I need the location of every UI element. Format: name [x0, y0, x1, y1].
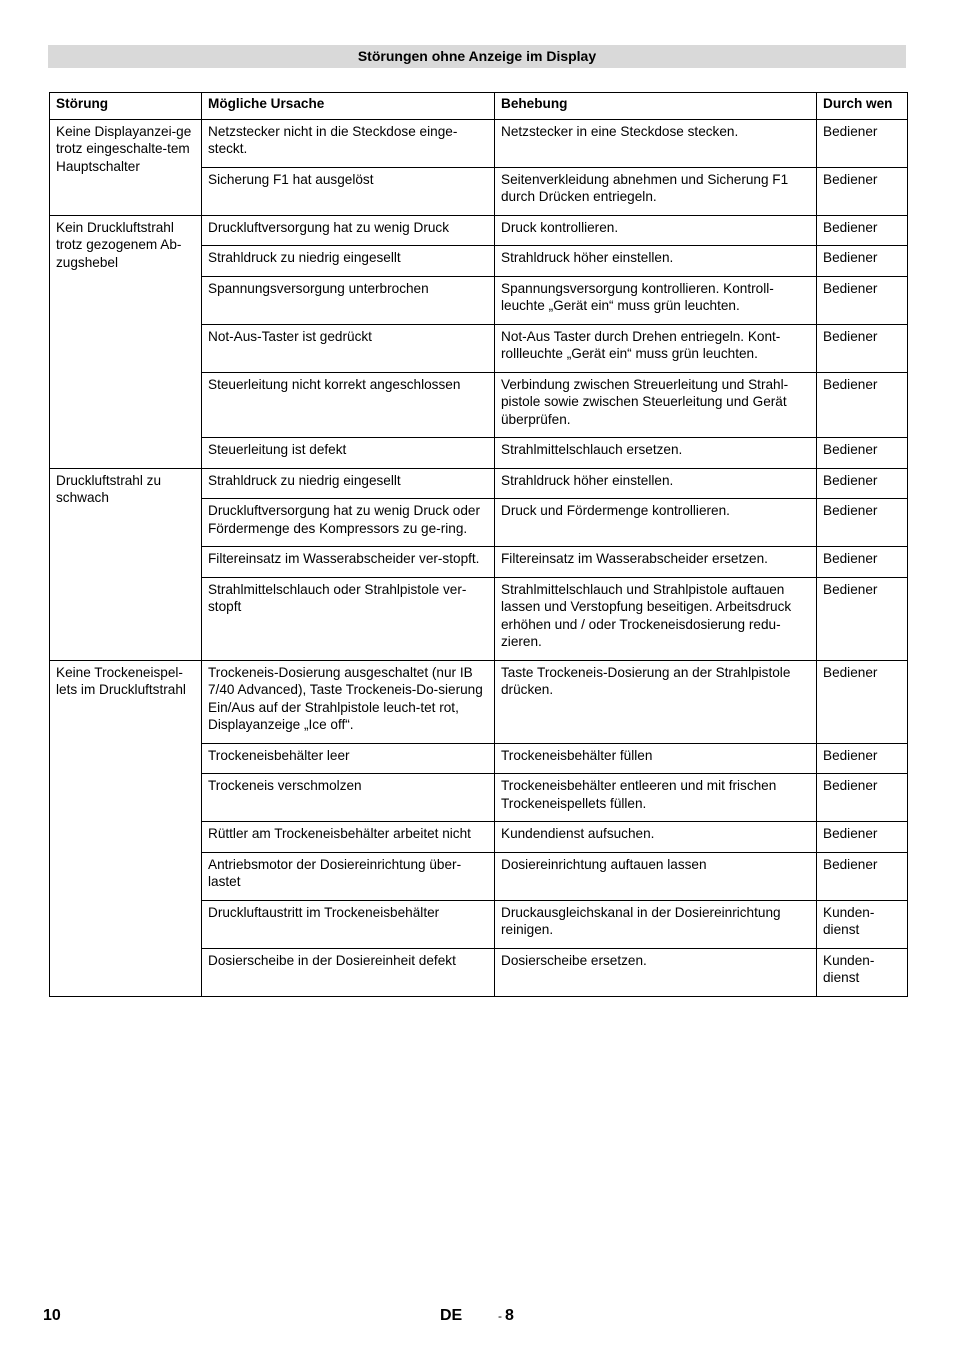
cause-cell: Trockeneisbehälter leer	[202, 743, 495, 774]
responsible-cell: Bediener	[817, 499, 908, 547]
cause-cell: Druckluftaustritt im Trockeneisbehälter	[202, 900, 495, 948]
remedy-cell: Kundendienst aufsuchen.	[495, 822, 817, 853]
responsible-cell: Bediener	[817, 468, 908, 499]
responsible-cell: Kunden-dienst	[817, 948, 908, 996]
cause-cell: Strahlmittelschlauch oder Strahlpistole ver-stopft	[202, 577, 495, 660]
remedy-cell: Druck und Fördermenge kontrollieren.	[495, 499, 817, 547]
responsible-cell: Bediener	[817, 246, 908, 277]
remedy-cell: Netzstecker in eine Steckdose stecken.	[495, 119, 817, 167]
cause-cell: Trockeneis-Dosierung ausgeschaltet (nur IB 7/40 Advanced), Taste Trockeneis-Do-sierung Ein/Aus auf der Strahlpistole leuch-tet rot, Displayanzeige „Ice off“.	[202, 660, 495, 743]
cause-cell: Strahldruck zu niedrig eingesellt	[202, 246, 495, 277]
sub-page-value: 8	[505, 1307, 514, 1324]
responsible-cell: Bediener	[817, 438, 908, 469]
responsible-cell: Bediener	[817, 215, 908, 246]
remedy-cell: Verbindung zwischen Streuerleitung und Strahl-pistole sowie zwischen Steuerleitung und Gerät überprüfen.	[495, 372, 817, 438]
remedy-cell: Druckausgleichskanal in der Dosiereinrichtung reinigen.	[495, 900, 817, 948]
remedy-cell: Dosiereinrichtung auftauen lassen	[495, 852, 817, 900]
responsible-cell: Bediener	[817, 660, 908, 743]
cause-cell: Netzstecker nicht in die Steckdose einge-steckt.	[202, 119, 495, 167]
cause-cell: Spannungsversorgung unterbrochen	[202, 276, 495, 324]
sub-page-dash: -	[498, 1309, 502, 1323]
fault-table	[49, 92, 908, 997]
remedy-cell: Strahldruck höher einstellen.	[495, 468, 817, 499]
responsible-cell: Bediener	[817, 822, 908, 853]
remedy-cell: Spannungsversorgung kontrollieren. Kontroll-leuchte „Gerät ein“ muss grün leuchten.	[495, 276, 817, 324]
table-header-row	[50, 93, 908, 120]
remedy-cell: Strahldruck höher einstellen.	[495, 246, 817, 277]
fault-table-body	[50, 119, 908, 996]
cause-cell: Sicherung F1 hat ausgelöst	[202, 167, 495, 215]
language-code: DE	[440, 1307, 463, 1324]
responsible-cell: Bediener	[817, 852, 908, 900]
responsible-cell: Bediener	[817, 276, 908, 324]
cause-cell: Dosierscheibe in der Dosiereinheit defekt	[202, 948, 495, 996]
remedy-cell: Dosierscheibe ersetzen.	[495, 948, 817, 996]
cause-cell: Not-Aus-Taster ist gedrückt	[202, 324, 495, 372]
responsible-cell: Bediener	[817, 167, 908, 215]
remedy-cell: Strahlmittelschlauch und Strahlpistole auftauen lassen und Verstopfung beseitigen. Arbeitsdruck erhöhen und / oder Trockeneisdosierung redu-zieren.	[495, 577, 817, 660]
table-row	[50, 119, 908, 167]
table-row	[50, 468, 908, 499]
page-number: 10	[43, 1307, 61, 1324]
fault-cell: Druckluftstrahl zu schwach	[50, 468, 202, 660]
fault-cell: Kein Druckluftstrahl trotz gezogenem Ab-zugshebel	[50, 215, 202, 468]
sub-page-number	[498, 1306, 514, 1326]
section-title: Störungen ohne Anzeige im Display	[48, 45, 906, 68]
remedy-cell: Druck kontrollieren.	[495, 215, 817, 246]
remedy-cell: Trockeneisbehälter füllen	[495, 743, 817, 774]
remedy-cell: Trockeneisbehälter entleeren und mit frischen Trockeneispellets füllen.	[495, 774, 817, 822]
cause-cell: Trockeneis verschmolzen	[202, 774, 495, 822]
responsible-cell: Bediener	[817, 372, 908, 438]
responsible-cell: Bediener	[817, 547, 908, 578]
header-ursache: Mögliche Ursache	[202, 93, 495, 120]
header-durch-wen: Durch wen	[817, 93, 908, 120]
cause-cell: Steuerleitung nicht korrekt angeschlossen	[202, 372, 495, 438]
cause-cell: Filtereinsatz im Wasserabscheider ver-stopft.	[202, 547, 495, 578]
table-row	[50, 215, 908, 246]
cause-cell: Druckluftversorgung hat zu wenig Druck oder Fördermenge des Kompressors zu ge-ring.	[202, 499, 495, 547]
remedy-cell: Filtereinsatz im Wasserabscheider ersetzen.	[495, 547, 817, 578]
responsible-cell: Bediener	[817, 119, 908, 167]
cause-cell: Strahldruck zu niedrig eingesellt	[202, 468, 495, 499]
responsible-cell: Bediener	[817, 324, 908, 372]
responsible-cell: Bediener	[817, 743, 908, 774]
responsible-cell: Bediener	[817, 577, 908, 660]
responsible-cell: Kunden-dienst	[817, 900, 908, 948]
cause-cell: Antriebsmotor der Dosiereinrichtung über-lastet	[202, 852, 495, 900]
cause-cell: Druckluftversorgung hat zu wenig Druck	[202, 215, 495, 246]
remedy-cell: Taste Trockeneis-Dosierung an der Strahlpistole drücken.	[495, 660, 817, 743]
fault-cell: Keine Displayanzei-ge trotz eingeschalte-tem Hauptschalter	[50, 119, 202, 215]
remedy-cell: Strahlmittelschlauch ersetzen.	[495, 438, 817, 469]
table-row	[50, 660, 908, 743]
fault-cell: Keine Trockeneispel-lets im Druckluftstrahl	[50, 660, 202, 996]
remedy-cell: Seitenverkleidung abnehmen und Sicherung F1 durch Drücken entriegeln.	[495, 167, 817, 215]
header-behebung: Behebung	[495, 93, 817, 120]
cause-cell: Rüttler am Trockeneisbehälter arbeitet nicht	[202, 822, 495, 853]
cause-cell: Steuerleitung ist defekt	[202, 438, 495, 469]
responsible-cell: Bediener	[817, 774, 908, 822]
header-stoerung: Störung	[50, 93, 202, 120]
remedy-cell: Not-Aus Taster durch Drehen entriegeln. Kont-rollleuchte „Gerät ein“ muss grün leuchten.	[495, 324, 817, 372]
